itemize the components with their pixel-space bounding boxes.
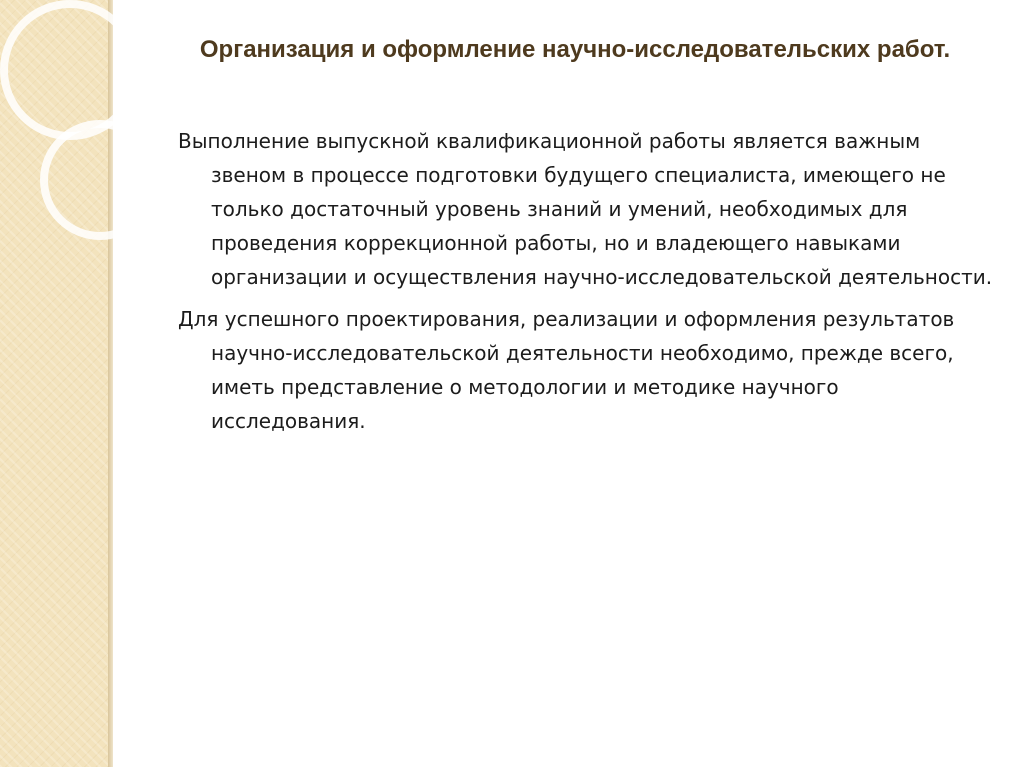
decorative-ring-small bbox=[44, 124, 156, 236]
decorative-ring-large bbox=[4, 4, 136, 136]
decorative-circles bbox=[0, 0, 140, 260]
paragraph-thesis-role: Выполнение выпускной квалификационной работы является важным звеном в процессе подготовки будущего специалиста, имеющего не только достаточный уровень знаний и умений, необходимых для проведения коррекционной работы, но и владеющего навыками организации и осуществления научно-исследовательской деятельности. bbox=[178, 129, 993, 289]
slide-title: Организация и оформление научно-исследовательских работ. bbox=[199, 36, 951, 63]
slide-body bbox=[178, 124, 998, 446]
paragraph-methodology: Для успешного проектирования, реализации и оформления результатов научно-исследовательской деятельности необходимо, прежде всего, иметь представление о методологии и методике научного исследования. bbox=[178, 307, 955, 433]
